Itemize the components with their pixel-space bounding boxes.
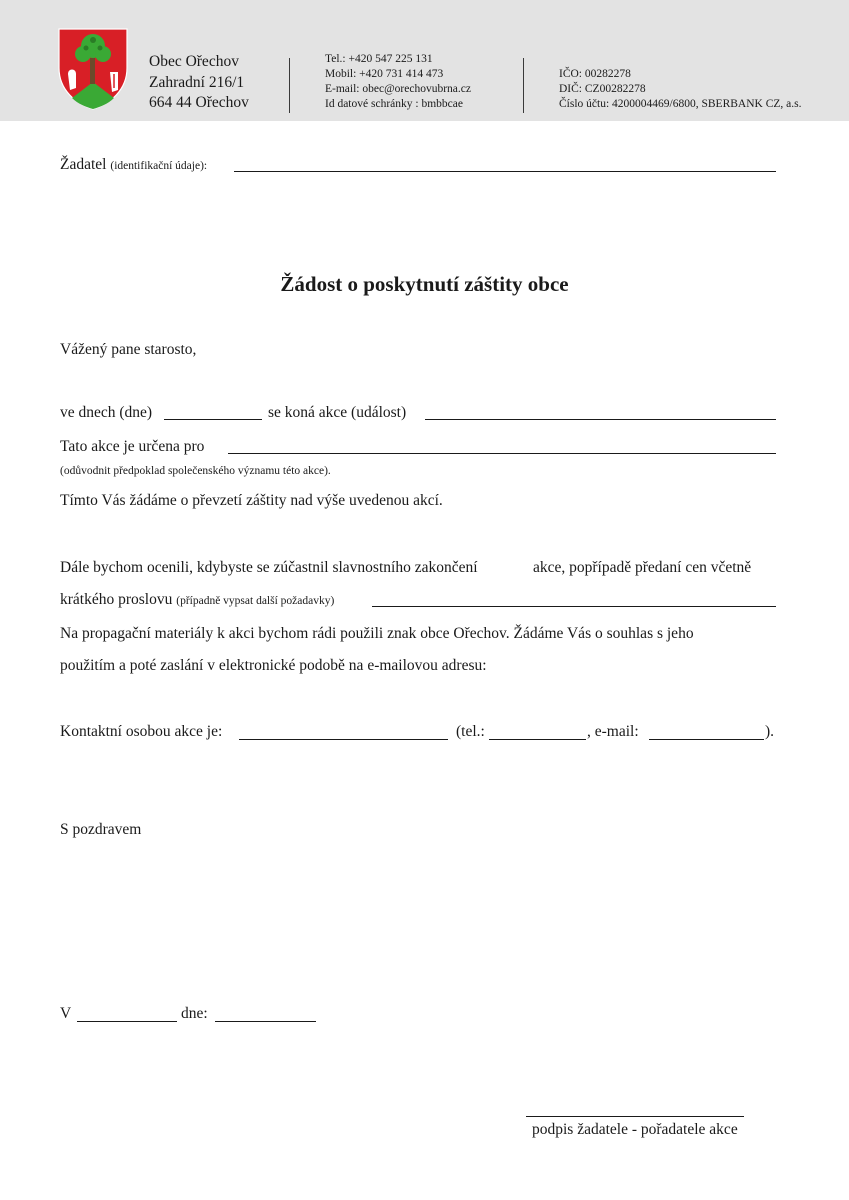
street-address: Zahradní 216/1 (149, 73, 245, 91)
contact-mobile: Mobil: +420 731 414 473 (325, 68, 444, 80)
speech-hint: (případně vypsat další požadavky) (176, 595, 335, 607)
applicant-hint: (identifikační údaje): (110, 160, 208, 172)
bank-account: Číslo účtu: 4200004469/6800, SBERBANK CZ, a.s. (559, 98, 802, 110)
contact-databox: Id datové schránky : bmbbcae (325, 98, 463, 110)
email-label: , e-mail: (587, 723, 639, 740)
municipal-crest-icon (58, 28, 128, 110)
event-date-field[interactable] (164, 419, 262, 420)
date-field[interactable] (215, 1021, 316, 1022)
logo-request-line-2: použitím a poté zaslání v elektronické podobě na e-mailovou adresu: (60, 657, 487, 674)
intended-field[interactable] (228, 453, 776, 454)
place-label: V (60, 1005, 72, 1022)
dic-number: DIČ: CZ00282278 (559, 83, 646, 95)
contact-label: Kontaktní osobou akce je: (60, 723, 223, 740)
closing-text-2: akce, popřípadě předaní cen včetně (533, 559, 752, 576)
divider (523, 58, 524, 113)
letterhead (0, 0, 849, 121)
municipality-address (149, 52, 249, 114)
salutation: Vážený pane starosto, (60, 341, 197, 358)
speech-label: krátkého proslovu (případně vypsat další požadavky) (60, 591, 335, 608)
email-field[interactable] (649, 739, 764, 740)
regards: S pozdravem (60, 821, 142, 838)
ico-number: IČO: 00282278 (559, 68, 631, 80)
applicant-label: Žadatel (identifikační údaje): (60, 156, 208, 173)
page-title: Žádost o poskytnutí záštity obce (280, 272, 569, 296)
close-paren: ). (765, 723, 775, 740)
divider (289, 58, 290, 113)
requirements-field[interactable] (372, 606, 776, 607)
logo-request-line-1: Na propagační materiály k akci bychom rádi použili znak obce Ořechov. Žádáme Vás o souhlas s jeho (60, 625, 694, 642)
contact-block (325, 52, 471, 112)
signature-label: podpis žadatele - pořadatele akce (532, 1121, 738, 1138)
city-postcode: 664 44 Ořechov (149, 94, 249, 111)
intended-label: Tato akce je určena pro (60, 438, 205, 455)
intended-note: (odůvodnit předpoklad společenského významu této akce). (60, 465, 331, 477)
signature-field[interactable] (526, 1116, 744, 1117)
contact-phone: Tel.: +420 547 225 131 (325, 53, 433, 65)
days-label: ve dnech (dne) (60, 404, 153, 421)
date-label: dne: (181, 1005, 208, 1022)
place-field[interactable] (77, 1021, 177, 1022)
phone-field[interactable] (489, 739, 586, 740)
contact-person-field[interactable] (239, 739, 448, 740)
contact-email: E-mail: obec@orechovubrna.cz (325, 83, 471, 95)
applicant-field[interactable] (234, 171, 776, 172)
bank-block (559, 67, 801, 112)
closing-text-1: Dále bychom ocenili, kdybyste se zúčastnil slavnostního zakončení (60, 559, 478, 576)
tel-label: (tel.: (456, 723, 485, 740)
request-text: Tímto Vás žádáme o převzetí záštity nad výše uvedenou akcí. (60, 492, 443, 509)
event-name-field[interactable] (425, 419, 776, 420)
municipality-name: Obec Ořechov (149, 53, 239, 70)
event-label: se koná akce (událost) (268, 404, 407, 421)
